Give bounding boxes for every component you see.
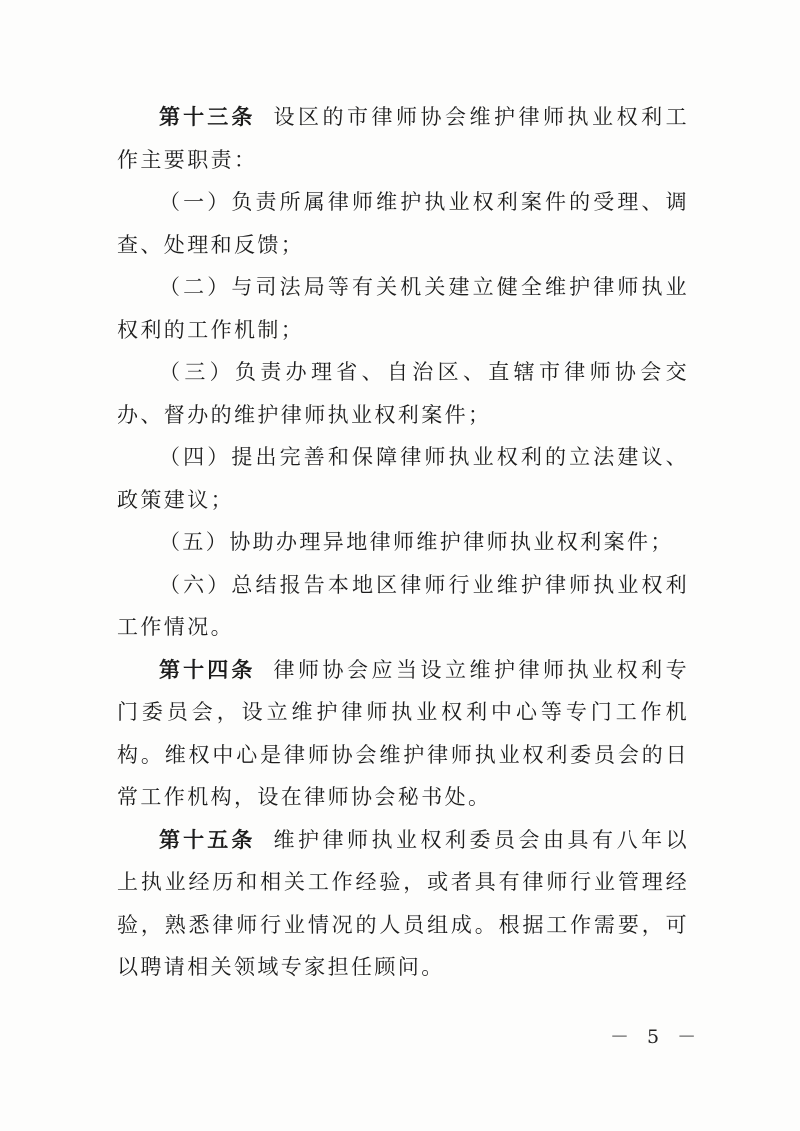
article-13-text: 设区的市律师协会维护律师执业权利工作主要职责：: [117, 105, 689, 172]
article-13-item-2: （二）与司法局等有关机关建立健全维护律师执业权利的工作机制；: [117, 275, 689, 342]
article-13: [117, 96, 689, 181]
article-15: [117, 819, 689, 989]
article-15-text: 维护律师执业权利委员会由具有八年以上执业经历和相关工作经验，或者具有律师行业管理经验，熟悉律师行业情况的人员组成。根据工作需要，可以聘请相关领域专家担任顾问。: [117, 827, 689, 979]
article-13-item-3: （三）负责办理省、自治区、直辖市律师协会交办、督办的维护律师执业权利案件；: [117, 360, 689, 427]
article-13-item-4: （四）提出完善和保障律师执业权利的立法建议、政策建议；: [117, 445, 689, 512]
article-13-item-5: （五）协助办理异地律师维护律师执业权利案件；: [159, 530, 674, 554]
page-number: － 5 －: [610, 1026, 703, 1048]
article-13-title: 第十三条: [159, 104, 256, 129]
article-14-title: 第十四条: [159, 656, 256, 682]
article-15-title: 第十五条: [159, 826, 256, 852]
document-body: [117, 96, 689, 989]
article-13-item-6: （六）总结报告本地区律师行业维护律师执业权利工作情况。: [117, 572, 689, 639]
article-14: [117, 649, 689, 819]
article-14-text: 律师协会应当设立维护律师执业权利专门委员会，设立维护律师执业权利中心等专门工作机构。维权中心是律师协会维护律师执业权利委员会的日常工作机构，设在律师协会秘书处。: [117, 657, 689, 809]
article-13-item-1: （一）负责所属律师维护执业权利案件的受理、调查、处理和反馈；: [117, 190, 689, 257]
